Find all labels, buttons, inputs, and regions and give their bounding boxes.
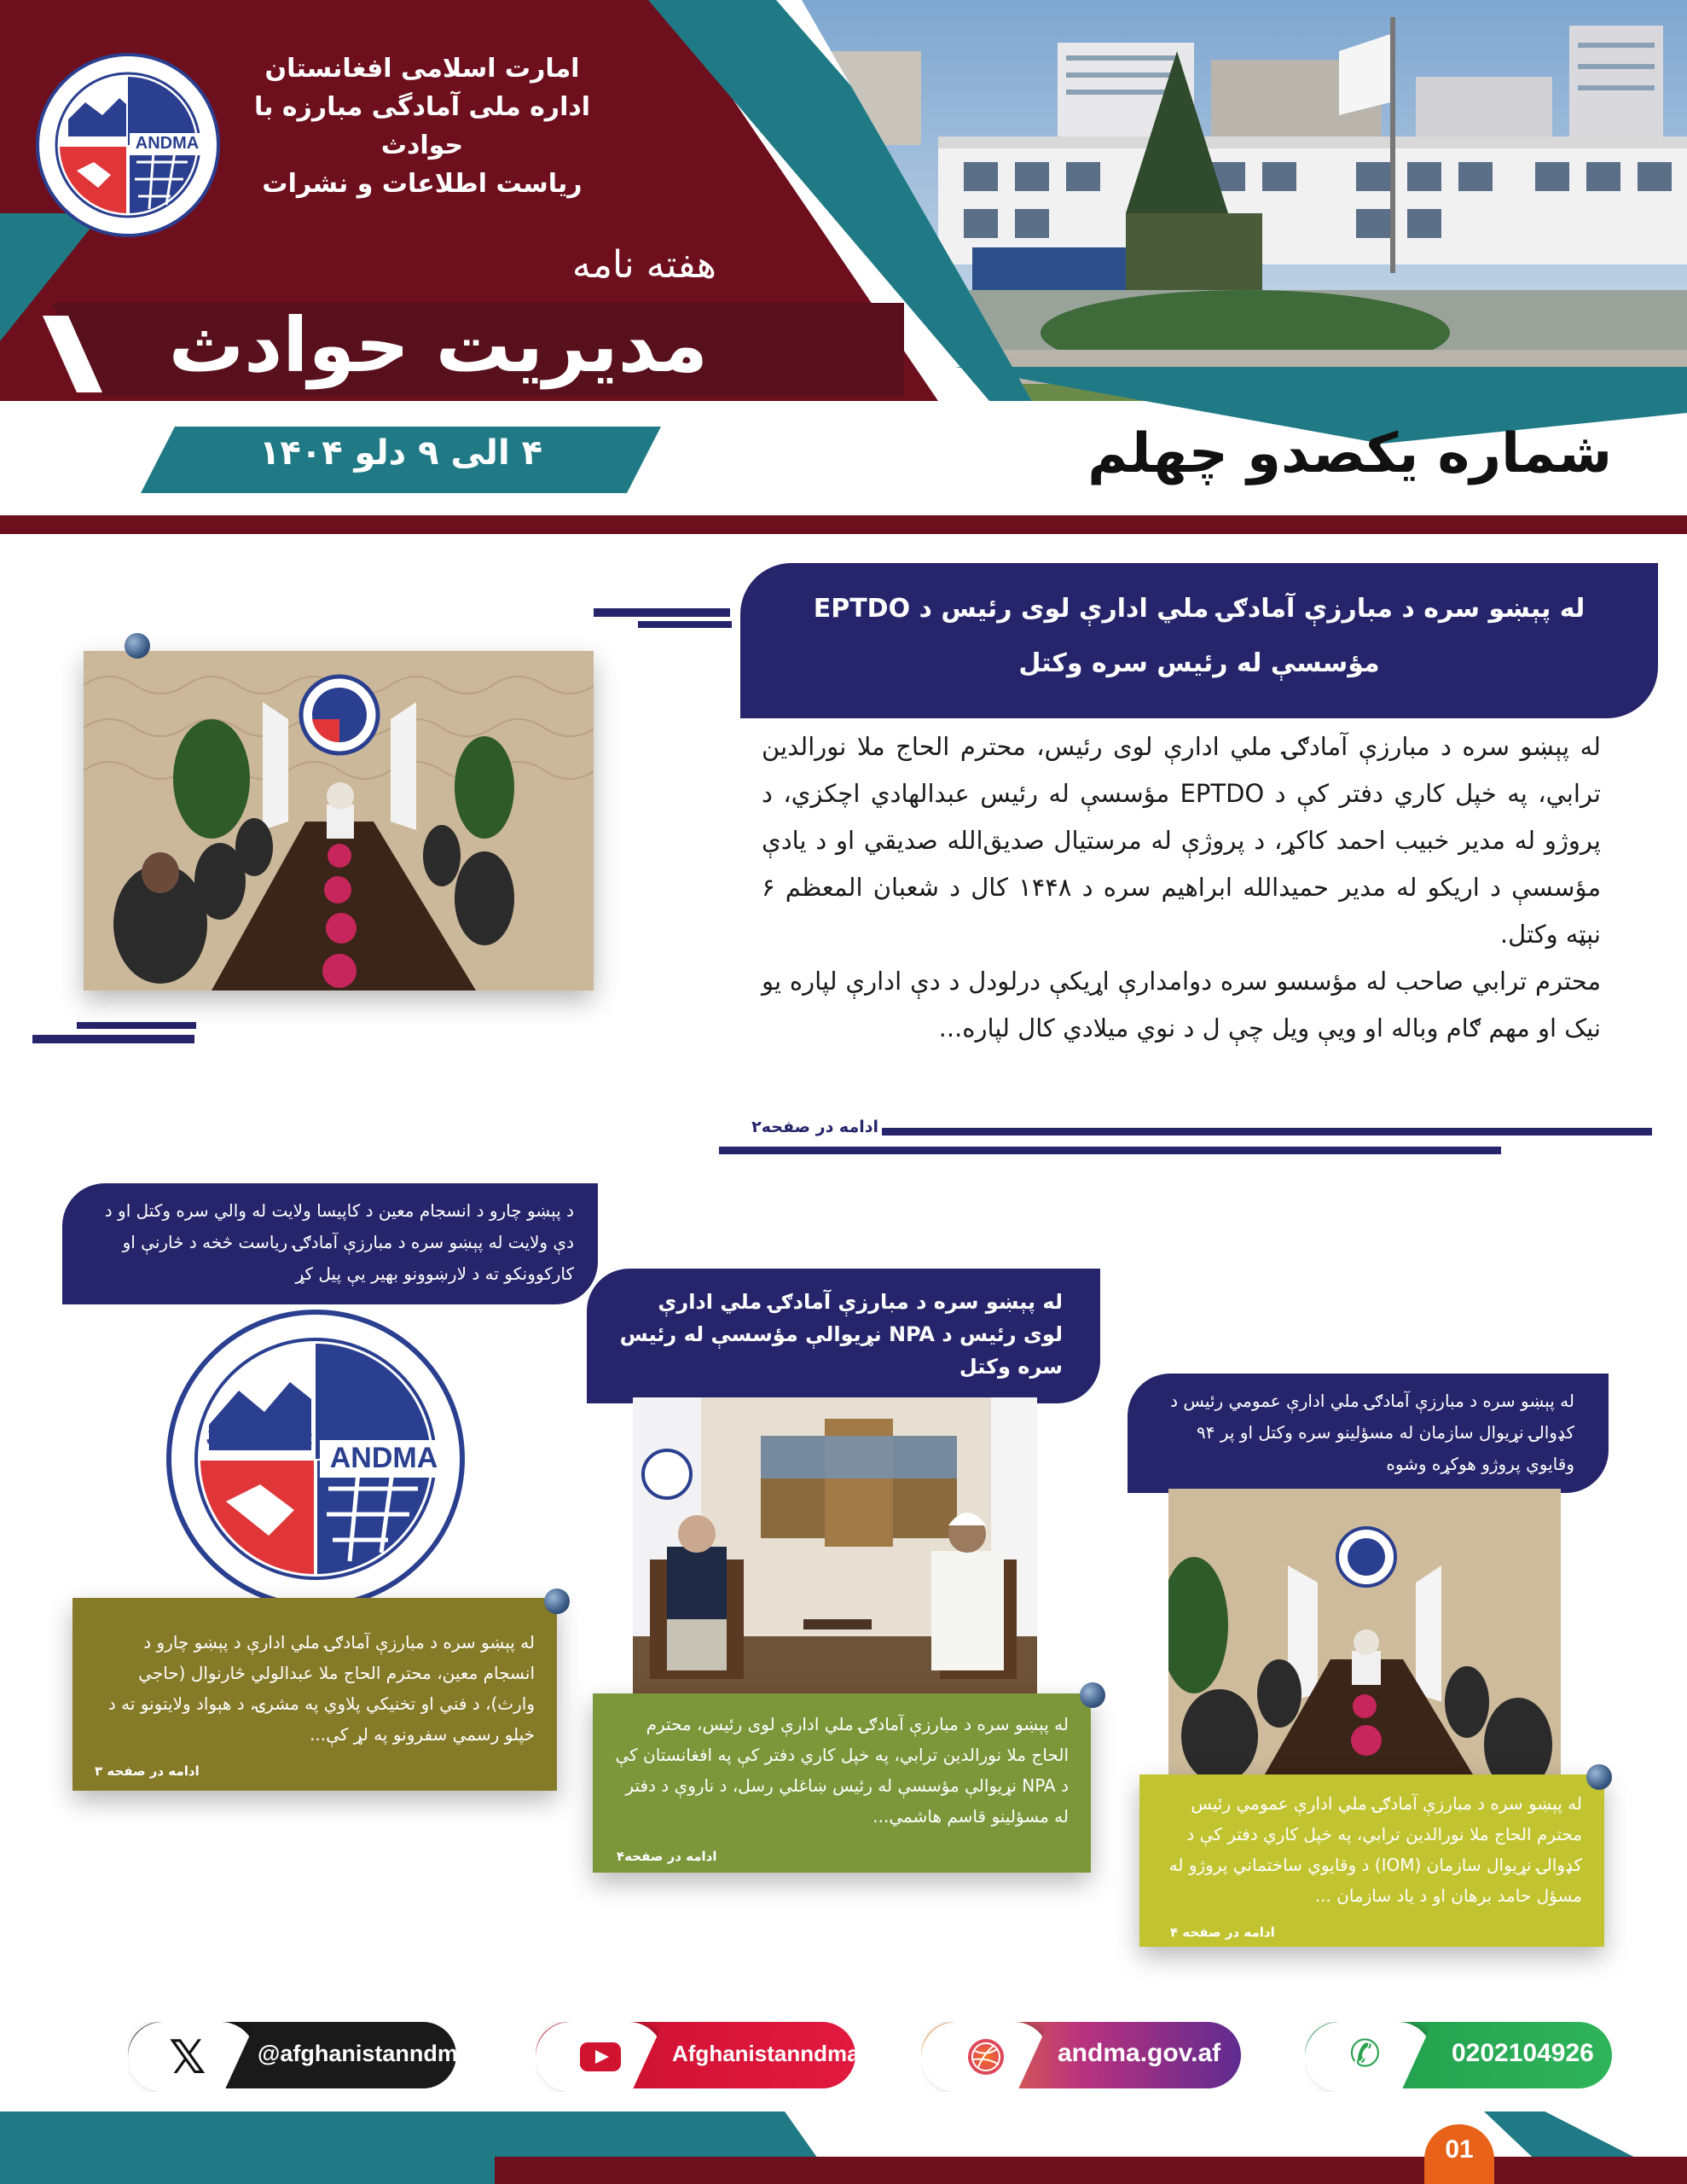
decor-line [32,1035,194,1043]
card3-headline-box [1128,1374,1609,1493]
page-number: 01 [1445,2135,1474,2164]
org-line: امارت اسلامی افغانستان [264,54,580,84]
page-title: مدیریت حوادث [168,301,708,389]
lead-paragraph: محترم ترابي صاحب له مؤسسو سره دوامدارې اړيکې درلودل د دې ادارې لپاره يو نيک او مهم ګام وباله او ويې ويل چې ل د نوي ميلادي کال لپاره... [762,967,1601,1043]
card1-logo-image [158,1305,473,1612]
decor-line [882,1128,1652,1136]
lead-paragraph: له پېښو سره د مبارزې آمادګۍ ملي ادارې لوی رئيس، محترم الحاج ملا نورالدين ترابي، په خپل کاري دفتر کې د EPTDO مؤسسې له رئيس عبدالهادي اچکزي، د پروژو له مدير خبيب احمد کاکړ، د پروژې له مرستيال صديق‌الله صديقي او د يادې مؤسسې د اريکو له مدير حميدالله ابراهيم سره د ۱۴۴۸ کال د شعبان المعظم ۶ نېټه وکتل. [762,732,1601,949]
card1-headline-box [62,1183,598,1304]
card2-headline: له پېښو سره د مبارزې آمادګۍ ملي ادارې لوی رئيس د NPA نړيوالې مؤسسې له رئيس سره وکتل [619,1290,1063,1379]
pin-icon [1586,1764,1612,1790]
card1-continue-link[interactable]: ادامه در صفحه ۳ [95,1763,200,1779]
card2-caption: له پېښو سره د مبارزې آمادګۍ ملي ادارې لوی رئيس، محترم الحاج ملا نورالدين ترابي، په خپل کاري دفتر کې په افغانستان کې د NPA نړيوالې مؤسسې له رئيس ښاغلي رسل، د ناروې د دفتر له مسؤلينو قاسم هاشمي... [615,1714,1069,1827]
issue-number: شماره یکصدو چهلم [1087,422,1612,485]
pin-icon [125,633,150,659]
pin-icon [544,1589,570,1614]
org-line: ریاست اطلاعات و نشرات [262,169,583,199]
card1-caption-box [72,1598,557,1791]
website-link[interactable] [921,2022,1241,2092]
card3-caption-box [1139,1774,1604,1947]
youtube-link[interactable] [536,2022,860,2092]
card1-logo-text: ANDMA [329,1442,438,1474]
pin-icon [1080,1682,1105,1708]
lead-body [762,723,1601,1052]
card2-headline-box [587,1269,1100,1403]
decor-line [77,1022,196,1029]
lead-headline-box [740,563,1658,718]
card1-headline: د پېښو چارو د انسجام معين د کاپيسا ولايت له والي سره وکتل او د دې ولايت له پېښو سره د مبارزې آمادګۍ رياست څخه د څارنې او کارکوونکو ته د لارښوونو بهير يې پيل کړ [104,1200,574,1284]
decor-line [638,621,732,628]
card2-meeting-photo [633,1397,1037,1700]
header-building-photo [802,0,1687,401]
logo-text: ANDMA [135,134,200,153]
card2-caption-box [593,1693,1091,1873]
andma-logo [34,51,222,239]
decor-line [594,608,730,617]
website-url: andma.gov.af [1058,2039,1221,2067]
decor-line [719,1147,1501,1154]
card3-caption: له پېښو سره د مبارزې آمادګۍ ملي ادارې عمومي رئيس محترم الحاج ملا نورالدين ترابي، په خپل کاري دفتر کې د کډوالۍ نړيوال سازمان (IOM) د وقايوي ساختماني پروژو له مسؤل حامد برهان او د ياد سازمان ... [1168,1793,1582,1906]
organization-lines [213,49,631,203]
x-social-link[interactable] [128,2022,471,2092]
footer-maroon-band [495,2157,1687,2184]
x-handle: @afghanistanndma [258,2041,471,2066]
card2-continue-link[interactable]: ادامه در صفحه۴ [617,1849,717,1864]
lead-meeting-photo [84,651,594,990]
card3-continue-link[interactable]: ادامه در صفحه ۴ [1170,1925,1275,1940]
lead-headline: له پېښو سره د مبارزې آمادګۍ ملي ادارې لوی رئيس د EPTDO مؤسسې له رئيس سره وکتل [813,594,1586,678]
phone-icon: ✆ [1349,2032,1381,2076]
header-rule [0,515,1687,534]
phone-number: 0202104926 [1452,2039,1594,2067]
lead-continue-link[interactable]: ادامه در صفحه۲ [751,1118,878,1136]
weekly-label: هفته نامه [571,243,716,287]
youtube-icon [580,2042,621,2071]
issue-date: ۴ الی ۹ دلو ۱۴۰۴ [258,433,543,473]
card3-headline: له پېښو سره د مبارزې آمادګۍ ملي ادارې عمومي رئيس د کډوالۍ نړيوال سازمان له مسؤلينو سره وکتل او پر ۹۴ وقايوي پروژو هوکړه وشوه [1170,1391,1574,1474]
x-icon: 𝕏 [169,2030,206,2084]
dribbble-icon [968,2039,1004,2075]
card1-caption: له پېښو سره د مبارزې آمادګۍ ملي ادارې د پېښو چارو د انسجام معين، محترم الحاج ملا عبدالولي څارنوال (حاجي وارث)، د فني او تخنيکي پلاوي په مشرۍ، د هېواد ولايتونو ته د خپلو رسمي سفرونو په لړ کې... [107,1632,535,1745]
card3-meeting-photo [1168,1489,1561,1779]
phone-link[interactable] [1305,2022,1612,2092]
youtube-handle: Afghanistanndma [672,2041,860,2066]
org-line: اداره ملی آمادگی مبارزه با حوادث [253,92,591,160]
